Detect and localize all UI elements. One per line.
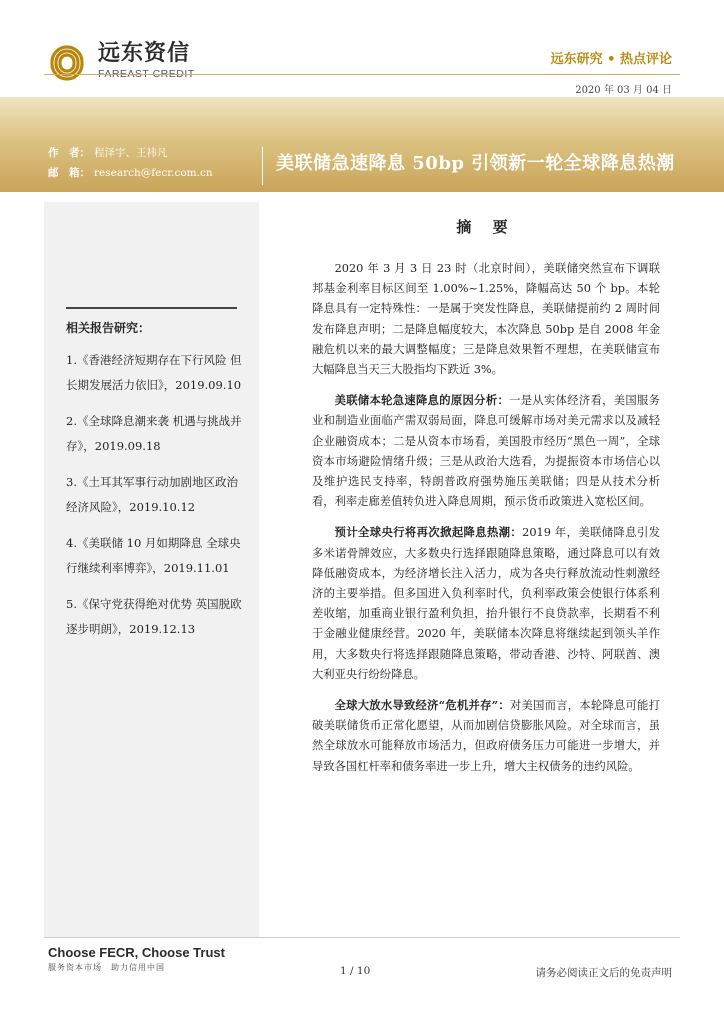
abstract-paragraph xyxy=(312,695,660,777)
report-date: 2020 年 03 月 04 日 xyxy=(575,85,672,96)
paragraph-heading: 预计全球央行将再次掀起降息热潮： xyxy=(334,525,523,540)
author-info xyxy=(48,143,213,183)
paragraph-heading: 全球大放水导致经济“危机并存”： xyxy=(334,698,510,713)
footer-slogan-sub: 服务资本市场 助力信用中国 xyxy=(48,963,165,972)
abstract-title: 摘 要 xyxy=(456,218,516,236)
page-number: 1 / 10 xyxy=(340,965,371,977)
logo-english-name: FAREAST CREDIT xyxy=(98,67,195,80)
paragraph-heading: 美联储本轮急速降息的原因分析： xyxy=(334,393,510,408)
title-banner xyxy=(0,97,724,192)
related-report-item[interactable]: 3.《土耳其军事行动加剧地区政治经济风险》，2019.10.12 xyxy=(66,475,238,514)
author-label: 作 者： xyxy=(48,147,90,159)
related-report-item[interactable]: 5.《保守党获得绝对优势 英国脱欧逐步明朗》，2019.12.13 xyxy=(66,597,242,636)
email-label: 邮 箱： xyxy=(48,167,90,179)
related-report-item[interactable]: 1.《香港经济短期存在下行风险 但长期发展活力依旧》，2019.09.10 xyxy=(66,353,242,392)
banner-divider xyxy=(262,147,263,185)
abstract-section xyxy=(312,216,660,787)
fareast-logo-icon xyxy=(44,40,90,82)
abstract-paragraph xyxy=(312,522,660,685)
paragraph-body: 一是从实体经济看，美国服务业和制造业面临产需双弱局面，降息可缓解市场对美元需求以及减轻企业融资成本；二是从资本市场看，美国股市经历“黑色一周”，全球资本市场避险情绪升级；三是从政治大选看，为提振资本市场信心以及维护选民支持率，特朗普政府强势施压美联储；四是从技术分析看，利率走廊差值转负进入降息周期，预示货币政策进入宽松区间。 xyxy=(312,394,660,509)
sidebar-rule xyxy=(66,307,237,309)
paragraph-body: 对美国而言，本轮降息可能打破美联储货币正常化愿望，从而加剧信贷膨胀风险。对全球而言，虽然全球放水可能释放市场活力，但政府债务压力可能进一步增大，并导致各国杠杆率和债务率进一步上升，增大主权债务的违约风险。 xyxy=(312,699,660,773)
related-reports-sidebar xyxy=(44,202,259,937)
footer-divider xyxy=(44,937,680,938)
company-logo xyxy=(44,40,195,82)
abstract-paragraph: 2020 年 3 月 3 日 23 时（北京时间），美联储突然宣布下调联邦基金利率目标区间至 1.00%~1.25%，降幅高达 50 个 bp。本轮降息具有一定特殊性：一是属于突发性降息，美联储提前约 2 周时间发布降息声明；二是降息幅度较大，本次降息 50bp 是自 2008 年金融危机以来的最大调整幅度；三是降息效果暂不理想，在美联储宣布大幅降息当天三大股指均下跌近 3%。 xyxy=(312,262,660,377)
email-address: research@fecr.com.cn xyxy=(94,167,213,179)
related-reports-heading: 相关报告研究： xyxy=(66,321,151,335)
header-divider xyxy=(44,74,680,75)
footer-slogan: Choose FECR, Choose Trust xyxy=(48,945,225,960)
abstract-paragraph xyxy=(312,390,660,512)
related-reports-list xyxy=(66,348,244,653)
logo-chinese-name: 远东资信 xyxy=(98,40,191,66)
related-report-item[interactable]: 4.《美联储 10 月如期降息 全球央行继续利率博弈》，2019.11.01 xyxy=(66,536,241,575)
disclaimer-note[interactable]: 请务必阅读正文后的免责声明 xyxy=(535,967,672,979)
paragraph-body: 2019 年，美联储降息引发多米诺骨牌效应，大多数央行选择跟随降息策略，通过降息可以有效降低融资成本，为经济增长注入活力，成为各央行释放流动性刺激经济的主要举措。但多国进入负利率时代，负利率政策会使银行体系利差收缩，加重商业银行盈利负担，抬升银行不良贷款率，长期看不利于金融业健康经营。2020 年，美联储本次降息将继续起到领头羊作用，大多数央行将选择跟随降息策略，带动香港、沙特、阿联酋、澳大利亚央行纷纷降息。 xyxy=(312,526,660,681)
author-names: 程泽宇、王祎凡 xyxy=(94,147,168,159)
report-category: 远东研究 • 热点评论 xyxy=(550,52,672,67)
related-report-item[interactable]: 2.《全球降息潮来袭 机遇与挑战并存》，2019.09.18 xyxy=(66,414,242,453)
report-title: 美联储急速降息 50bp 引领新一轮全球降息热潮 xyxy=(276,153,675,174)
